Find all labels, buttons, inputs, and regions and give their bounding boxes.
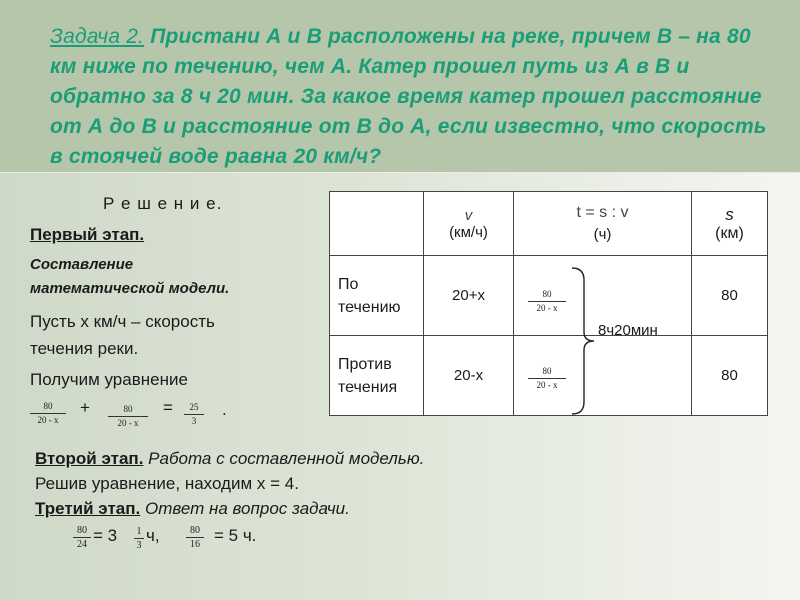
header-cell-s	[692, 192, 768, 256]
answer-a-equals: = 3	[93, 526, 118, 545]
divider-line	[0, 172, 800, 173]
answer-a-num: 80	[77, 525, 87, 536]
header-t-unit: (ч)	[593, 226, 612, 243]
solution-heading: Р е ш е н и е.	[103, 194, 223, 213]
answer-fraction-a	[73, 525, 91, 550]
header-t-formula: t = s : v	[576, 204, 629, 221]
row-name-line-2: течению	[338, 298, 401, 316]
header-cell-empty	[330, 192, 424, 256]
row-name-line-1: Против	[338, 355, 392, 373]
answer-a-frac-den: 3	[136, 540, 142, 551]
stage1-heading: Первый этап.	[30, 225, 145, 244]
fraction-bar	[528, 301, 566, 302]
header-s-symbol: s	[725, 204, 734, 224]
fraction-bar	[528, 378, 566, 379]
row-v-downstream: 20+x	[424, 256, 514, 336]
fraction-bar	[108, 416, 148, 417]
fraction-bar	[134, 538, 144, 539]
eq-plus: +	[80, 398, 90, 417]
model-line-2: математической модели.	[30, 280, 230, 297]
eq-fraction-1	[30, 401, 66, 426]
row-s-upstream: 80	[692, 336, 768, 416]
eq-f2-num: 80	[123, 404, 133, 414]
stage2-line	[35, 449, 424, 469]
answer-fraction-b	[186, 525, 204, 550]
eq-dot: .	[222, 400, 227, 419]
answer-b-den: 16	[190, 539, 200, 550]
eq-fraction-3	[184, 402, 204, 427]
eq-f3-num: 25	[189, 402, 199, 412]
row-name-line-1: По	[338, 275, 359, 293]
answer-b-num: 80	[190, 525, 200, 536]
let-line-1: Пусть x км/ч – скорость	[30, 312, 215, 331]
table-header-row	[330, 192, 768, 256]
problem-title	[50, 22, 780, 172]
fraction-bar	[184, 414, 204, 415]
eq-f1-num: 80	[43, 401, 53, 411]
row-name-upstream	[330, 336, 424, 416]
problem-number: Задача 2.	[50, 25, 145, 48]
eq-f3-den: 3	[191, 416, 197, 426]
eq-f1-den: 20 - x	[37, 415, 59, 425]
equation-label: Получим уравнение	[30, 370, 188, 389]
header-cell-t	[514, 192, 692, 256]
header-s-unit: (км)	[715, 224, 744, 242]
t-fraction-upstream	[528, 366, 566, 391]
fraction-bar	[73, 537, 91, 538]
brace-total-time: 8ч20мин	[598, 322, 658, 339]
t-num: 80	[542, 366, 552, 376]
answer-a-frac-num: 1	[136, 526, 142, 537]
header-v-unit: (км/ч)	[449, 223, 488, 241]
answer-a-den: 24	[77, 539, 87, 550]
solve-line: Решив уравнение, находим x = 4.	[35, 474, 299, 493]
fraction-bar	[186, 537, 204, 538]
row-name-downstream	[330, 256, 424, 336]
answer-b-equals: = 5 ч.	[214, 526, 257, 545]
stage2-text: Работа с составленной моделью.	[148, 449, 425, 468]
header-v-symbol: v	[464, 206, 473, 224]
stage2-heading: Второй этап.	[35, 449, 144, 468]
stage3-text: Ответ на вопрос задачи.	[144, 499, 350, 518]
header-cell-v	[424, 192, 514, 256]
t-num: 80	[542, 289, 552, 299]
row-v-upstream: 20-x	[424, 336, 514, 416]
row-s-downstream: 80	[692, 256, 768, 336]
answer-a-mixed-fraction	[134, 526, 144, 551]
brace-icon	[570, 266, 600, 416]
eq-equals: =	[163, 398, 173, 417]
stage3-heading: Третий этап.	[35, 499, 141, 518]
fraction-bar	[30, 413, 66, 414]
t-den: 20 - x	[536, 303, 558, 313]
t-fraction-downstream	[528, 289, 566, 314]
eq-f2-den: 20 - x	[117, 418, 139, 428]
row-name-line-2: течения	[338, 378, 398, 396]
problem-text: Пристани А и В расположены на реке, причем В – на 80 км ниже по течению, чем А. Катер прошел путь из А в В и обратно за 8 ч 20 мин. За какое время катер прошел расстояние от А до В и расстояние от В до А, если известно, что скорость в стоячей воде равна 20 км/ч?	[50, 25, 767, 168]
t-den: 20 - x	[536, 380, 558, 390]
eq-fraction-2	[108, 404, 148, 429]
stage3-line	[35, 499, 350, 519]
model-line-1: Составление	[30, 256, 134, 273]
let-line-2: течения реки.	[30, 339, 139, 358]
answer-a-unit: ч,	[146, 526, 160, 545]
